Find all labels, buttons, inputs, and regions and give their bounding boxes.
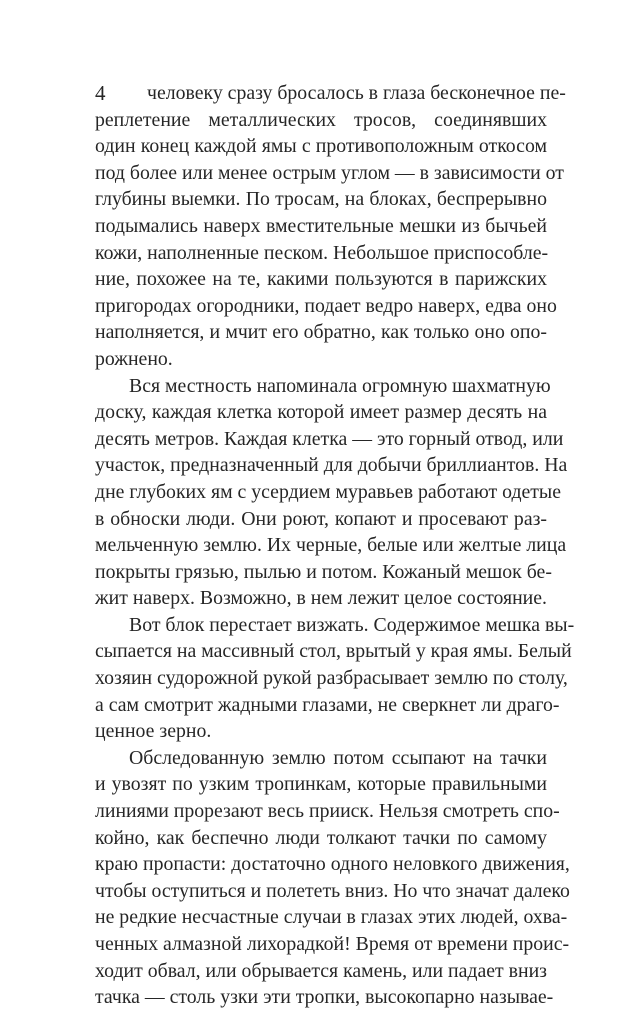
text-line: под более или менее острым углом — в зависимости от [95,161,564,184]
text-line: доску, каждая клетка которой имеет размер десять на [95,401,547,424]
text-line: реплетение металлических тросов, соединявших [95,108,547,131]
text-line: койно, как беспечно люди толкают тачки по самому [95,826,547,849]
text-line: покрыты грязью, пылью и потом. Кожаный мешок бе- [95,560,552,583]
text-line: наполняется, и мчит его обратно, как только оно опо- [95,321,547,344]
text-line: и увозят по узким тропинкам, которые правильными [95,773,547,796]
text-line: Вся местность напоминала огромную шахматную [129,374,551,397]
text-line: подымались наверх вместительные мешки из бычьей [95,214,547,237]
text-line: сыпается на массивный стол, врытый у края ямы. Белый [95,640,572,663]
text-line: мельченную землю. Их черные, белые или желтые лица [95,534,567,557]
text-line: человеку сразу бросалось в глаза бесконечное пе- [147,82,566,104]
text-line: хозяин судорожной рукой разбрасывает землю по столу, [95,667,568,690]
page-number: 4 [95,81,106,105]
text-line: один конец каждой ямы с противоположным откосом [95,135,547,158]
text-line: глубины выемки. По тросам, на блоках, беспрерывно [95,188,547,211]
text-line: краю пропасти: достаточно одного неловкого движения, [95,853,570,876]
text-line: пригородах огородники, подает ведро наверх, едва оно [95,294,557,317]
text-line: линиями прорезают весь прииск. Нельзя смотреть спо- [95,800,560,823]
text-line: а сам смотрит жадными глазами, не сверкнет ли драго- [95,693,560,716]
text-line: в обноски люди. Они роют, копают и просевают раз- [95,507,547,530]
text-line: десять метров. Каждая клетка — это горный отвод, или [95,427,564,450]
text-line: ходит обвал, или обрывается камень, или падает вниз [95,959,547,982]
text-line: Обследованную землю потом ссыпают на тачки [129,746,547,769]
text-line: не редкие несчастные случаи в глазах этих людей, охва- [95,906,568,929]
text-line: жит наверх. Возможно, в нем лежит целое состояние. [95,587,547,610]
text-line: ценное зерно. [95,720,212,743]
text-line: ченных алмазной лихорадкой! Время от времени проис- [95,933,570,955]
text-line: ние, похожее на те, какими пользуются в парижских [95,268,547,291]
text-line: Вот блок перестает визжать. Содержимое мешка вы- [129,613,575,636]
text-line: участок, предназначенный для добычи бриллиантов. На [95,454,568,477]
text-line: тачка — столь узки эти тропки, высокопарно называе- [95,986,554,1009]
text-line: кожи, наполненные песком. Небольшое приспособле- [95,241,549,264]
text-line: чтобы оступиться и полететь вниз. Но что значат далеко [95,879,570,902]
text-line: дне глубоких ям с усердием муравьев работают одетые [95,480,561,503]
body-text [95,80,575,1011]
text-line: рожнено. [95,347,173,370]
